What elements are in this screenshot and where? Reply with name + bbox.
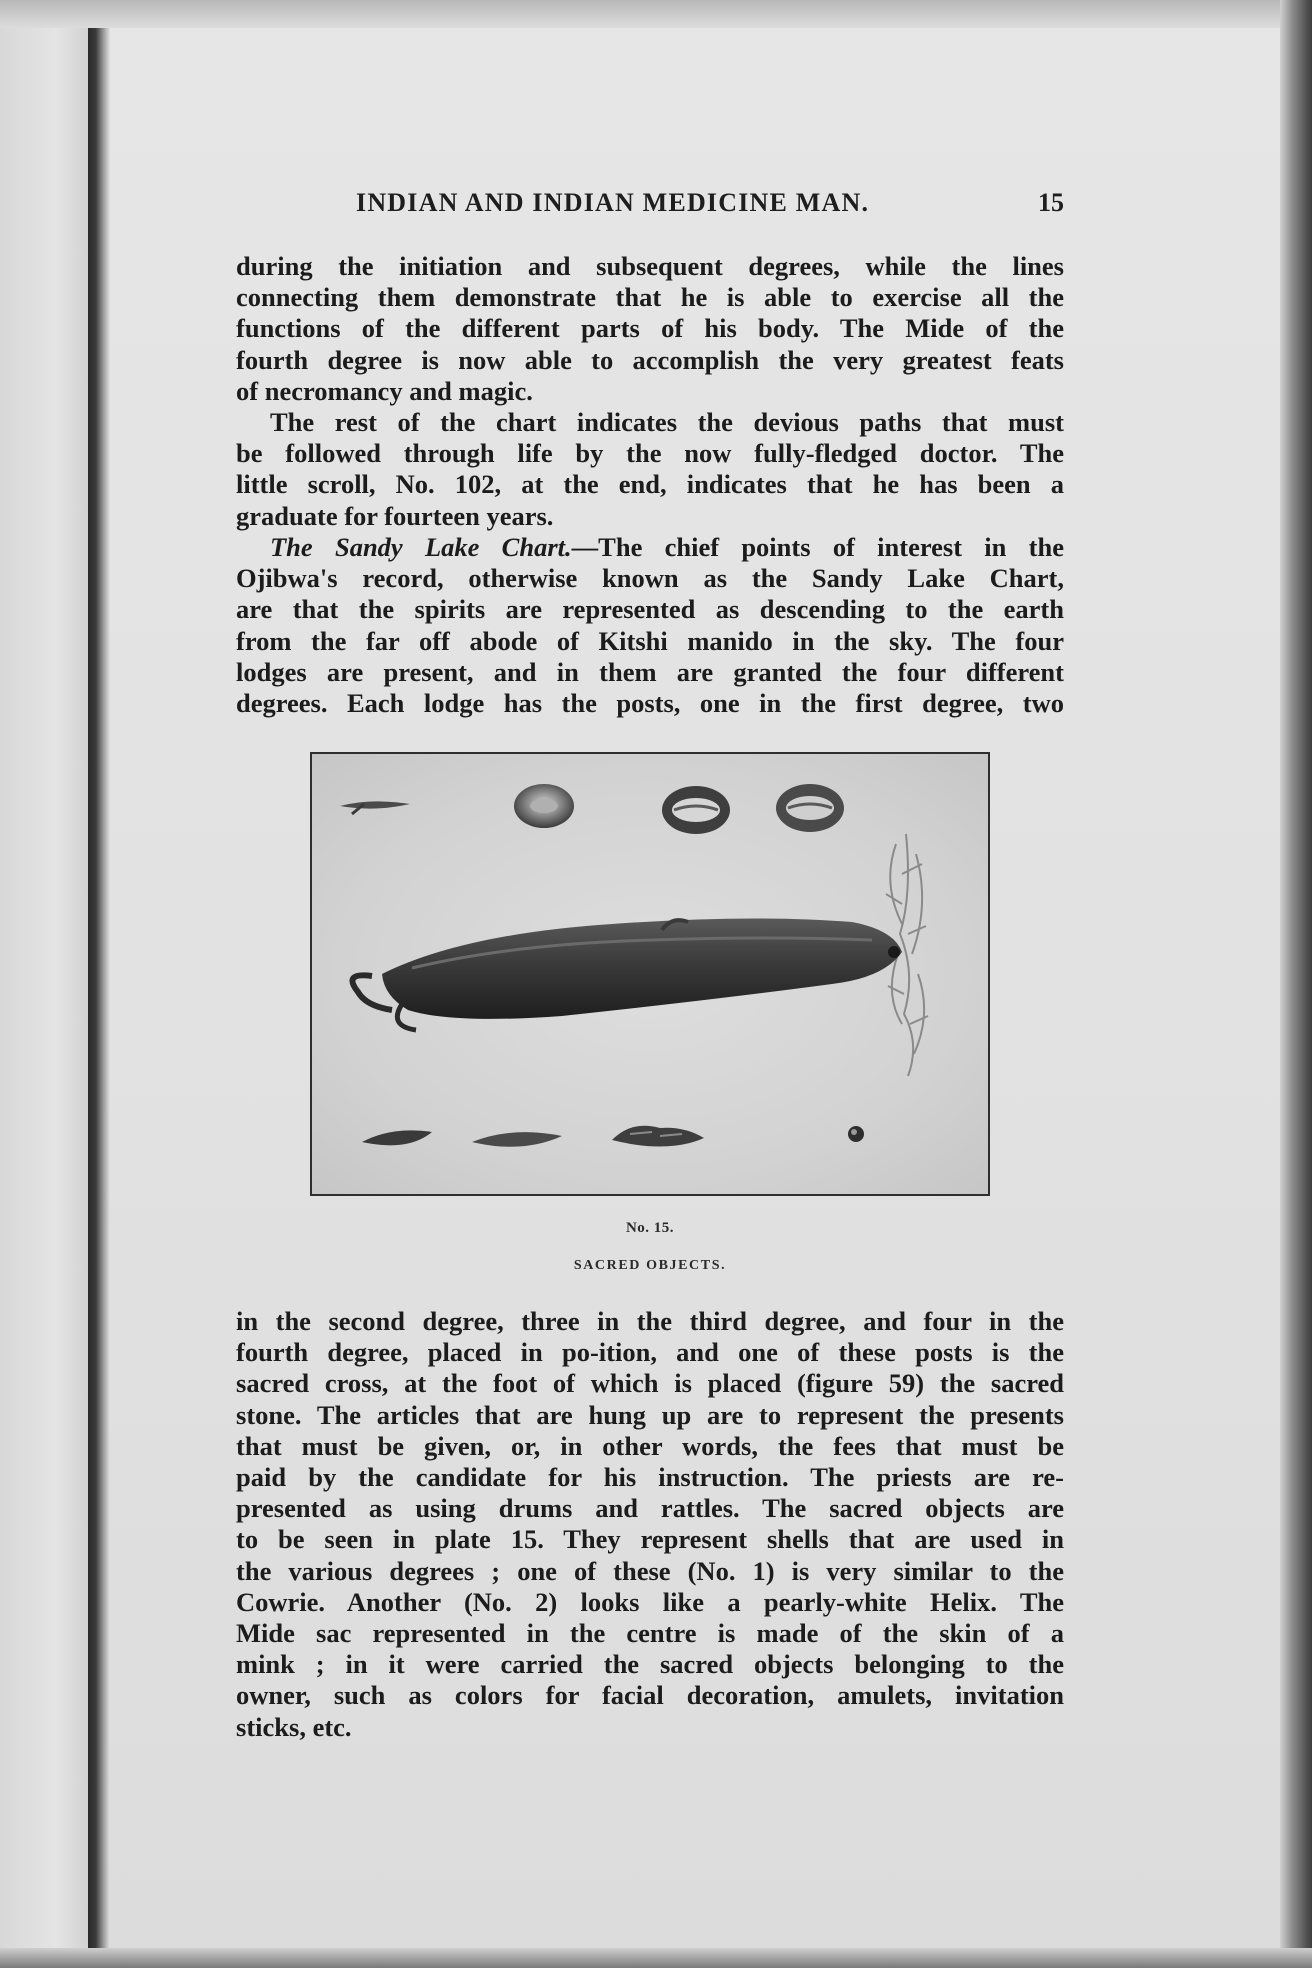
sacred-objects-photo bbox=[312, 754, 988, 1194]
shell-top-4 bbox=[776, 784, 844, 832]
text-line: of necromancy and magic. bbox=[236, 375, 533, 406]
text-line: The rest of the chart indicates the devious paths that must bbox=[270, 407, 1064, 437]
text-line: lodges are present, and in them are granted the four different bbox=[236, 656, 1064, 687]
shell-top-2 bbox=[514, 784, 574, 828]
page-bottom-edge bbox=[0, 1948, 1312, 1968]
book-gutter-shadow bbox=[88, 0, 110, 1968]
text-line: fourth degree is now able to accomplish the very greatest feats bbox=[236, 344, 1064, 375]
text-line: connecting them demonstrate that he is able to exercise all the bbox=[236, 282, 1064, 313]
mide-sac bbox=[352, 918, 902, 1030]
text-line: in the second degree, three in the third degree, and four in the bbox=[236, 1306, 1064, 1336]
text-line: Ojibwa's record, otherwise known as the Sandy Lake Chart, bbox=[236, 563, 1064, 594]
text-line: stone. The articles that are hung up are to represent the presents bbox=[236, 1399, 1064, 1430]
text-line: owner, such as colors for facial decoration, amulets, invitation bbox=[236, 1680, 1064, 1711]
text-line: presented as using drums and rattles. The sacred objects are bbox=[236, 1493, 1064, 1524]
text-line: little scroll, No. 102, at the end, indicates that he has been a bbox=[236, 469, 1064, 500]
running-header bbox=[236, 188, 1064, 224]
text-line: sacred cross, at the foot of which is placed (figure 59) the sacred bbox=[236, 1368, 1064, 1399]
text-line bbox=[236, 532, 1064, 563]
page-top-edge bbox=[0, 0, 1312, 28]
text-line: fourth degree, placed in po-ition, and one of these posts is the bbox=[236, 1337, 1064, 1368]
shell-bottom-2 bbox=[472, 1132, 562, 1147]
text-run: —The chief points of interest in the bbox=[571, 532, 1064, 562]
figure-plate-photo bbox=[310, 752, 990, 1196]
running-header-title: INDIAN AND INDIAN MEDICINE MAN. bbox=[356, 188, 870, 217]
text-line: mink ; in it were carried the sacred objects belonging to the bbox=[236, 1649, 1064, 1680]
text-line: Cowrie. Another (No. 2) looks like a pearly-white Helix. The bbox=[236, 1586, 1064, 1617]
page-right-edge bbox=[1280, 0, 1312, 1968]
page-number: 15 bbox=[1038, 188, 1064, 217]
text-line: paid by the candidate for his instruction. The priests are re- bbox=[236, 1462, 1064, 1492]
text-line: degrees. Each lodge has the posts, one in the first degree, two bbox=[236, 688, 1064, 718]
text-line: be followed through life by the now fully-fledged doctor. The bbox=[236, 438, 1064, 469]
text-line: that must be given, or, in other words, the fees that must be bbox=[236, 1430, 1064, 1461]
shell-top-3 bbox=[662, 786, 730, 834]
text-line: the various degrees ; one of these (No. 1) is very similar to the bbox=[236, 1555, 1064, 1586]
text-line: functions of the different parts of his body. The Mide of the bbox=[236, 313, 1064, 344]
shell-bottom-3 bbox=[612, 1126, 704, 1147]
shell-bottom-1 bbox=[362, 1130, 432, 1145]
shell-bottom-4 bbox=[848, 1126, 864, 1142]
figure-number: No. 15. bbox=[625, 1220, 675, 1236]
text-line: during the initiation and subsequent degrees, while the lines bbox=[236, 251, 1064, 281]
text-line: from the far off abode of Kitshi manido in the sky. The four bbox=[236, 625, 1064, 656]
text-line: sticks, etc. bbox=[236, 1711, 352, 1742]
facing-page-edge bbox=[0, 0, 94, 1968]
figure-caption: SACRED OBJECTS. bbox=[573, 1258, 727, 1273]
text-line: are that the spirits are represented as descending to the earth bbox=[236, 594, 1064, 625]
shell-top-1 bbox=[340, 801, 410, 814]
text-line: Mide sac represented in the centre is made of the skin of a bbox=[236, 1618, 1064, 1648]
section-title: The Sandy Lake Chart. bbox=[270, 532, 572, 562]
text-line: to be seen in plate 15. They represent shells that are used in bbox=[236, 1524, 1064, 1555]
text-line: graduate for fourteen years. bbox=[236, 500, 554, 531]
